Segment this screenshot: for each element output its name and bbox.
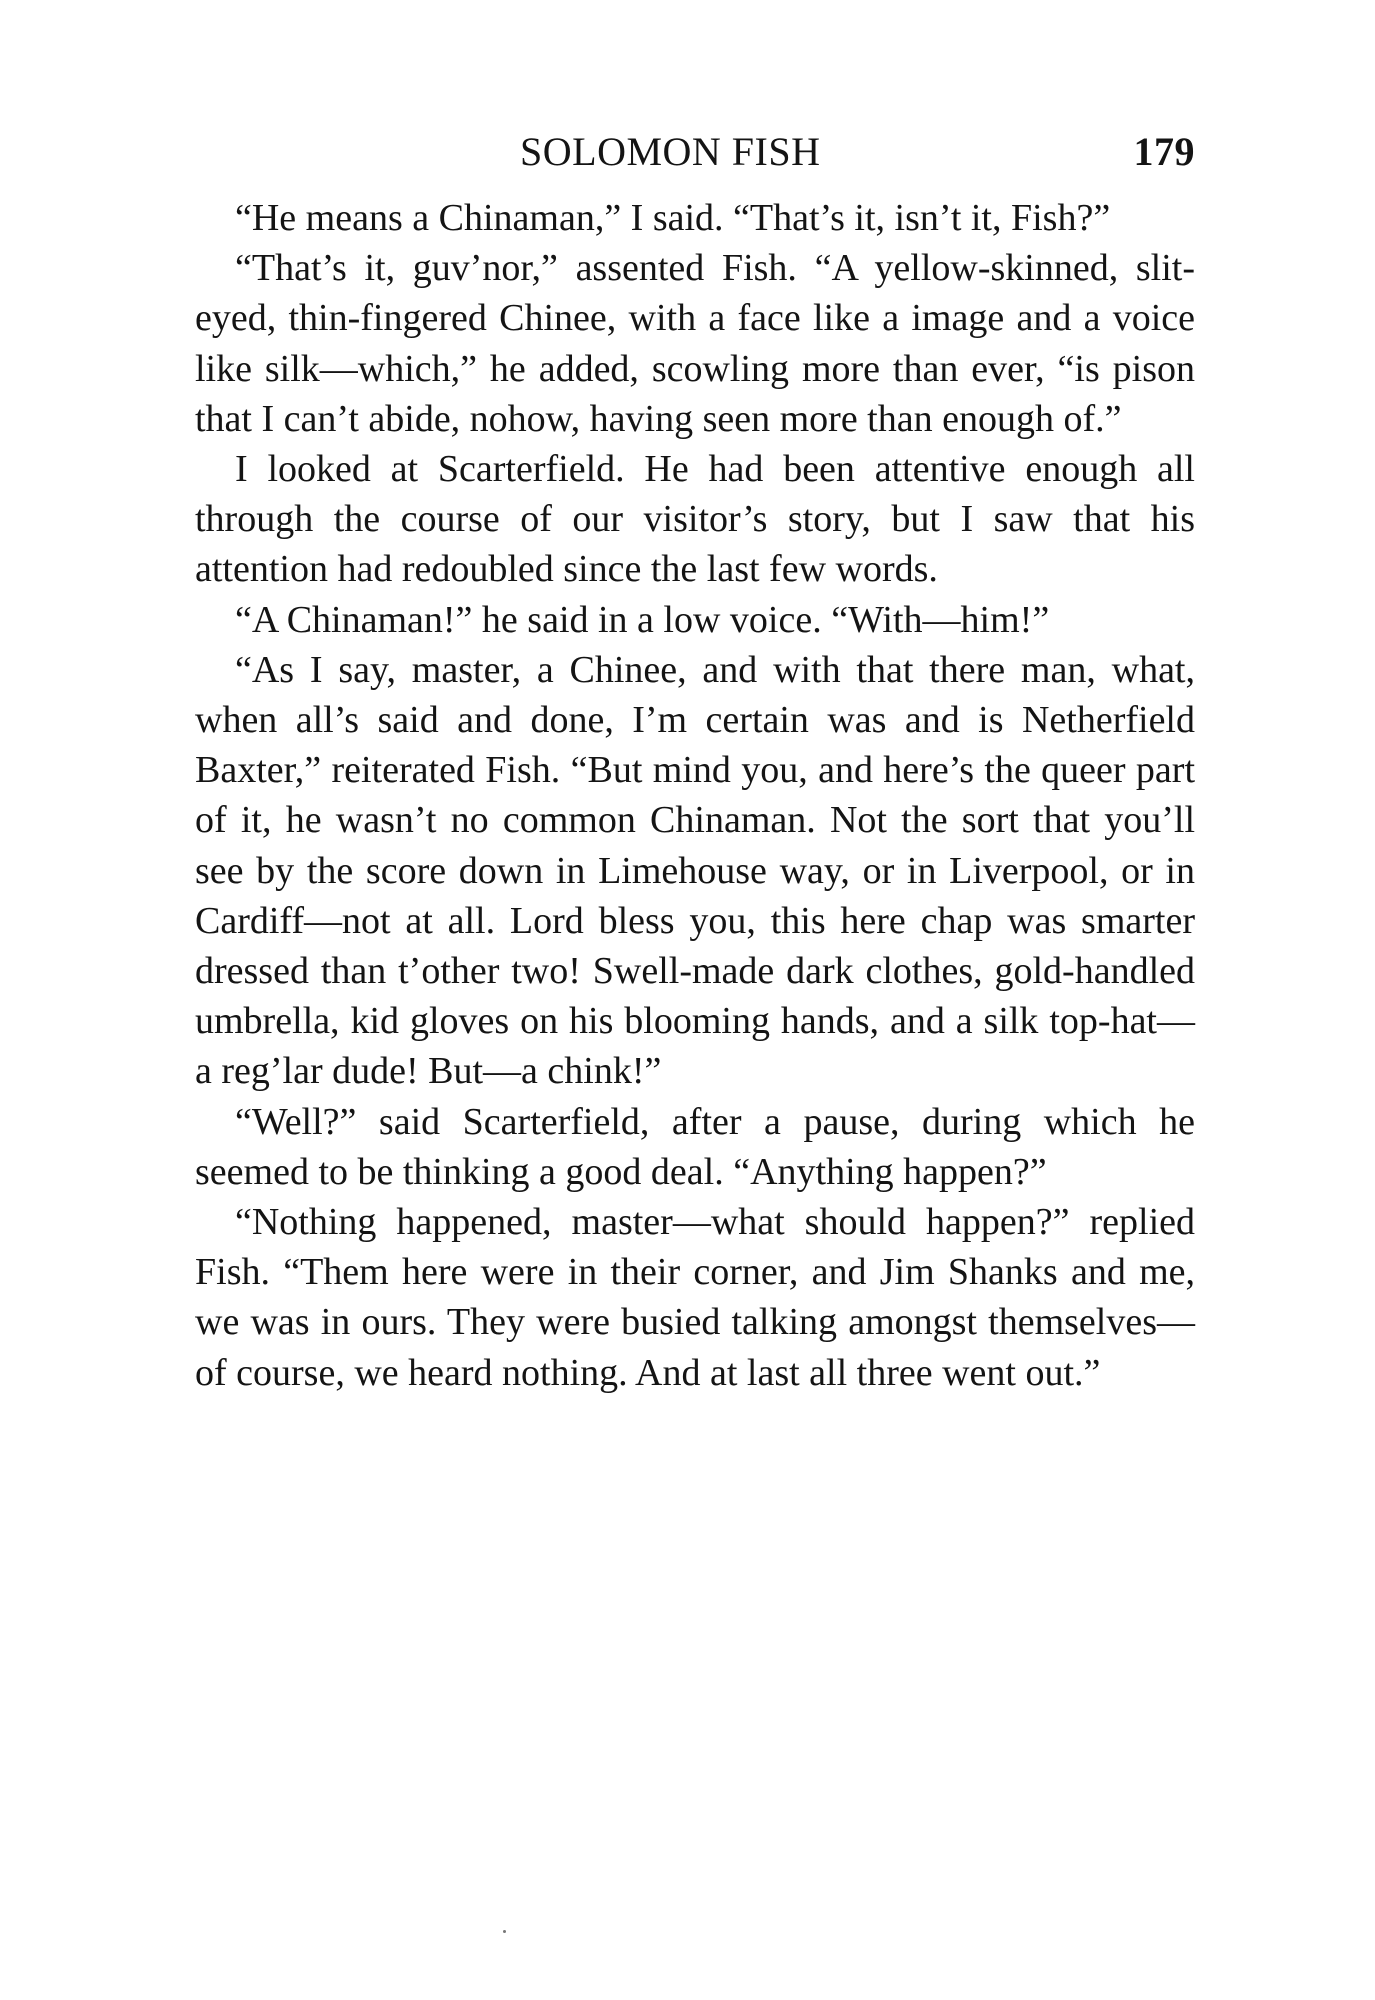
- running-title: SOLOMON FISH: [520, 129, 821, 174]
- paragraph-6: “Well?” said Scarterfield, after a pause, during which he seemed to be thinking a good deal. “Anything happen?”: [195, 1100, 1195, 1193]
- running-head: [195, 128, 1195, 178]
- paragraph-4: “A Chinaman!” he said in a low voice. “With—him!”: [235, 598, 1050, 641]
- paragraph-3: I looked at Scarterfield. He had been attentive enough all through the course of our visitor’s story, but I saw that his attention had redoubled since the last few words.: [195, 448, 1195, 591]
- stray-ink-mark: [503, 1930, 506, 1933]
- page-number: 179: [1133, 129, 1195, 174]
- paragraph-5: “As I say, master, a Chinee, and with that there man, what, when all’s said and done, I’m certain was and is Netherfield Baxter,” reiterated Fish. “But mind you, and here’s the queer part of it, he wasn’t no common Chinaman. Not the sort that you’ll see by the score down in Limehouse way, or in Liverpool, or in Cardiff—not at all. Lord bless you, this here chap was smarter dressed than t’other two! Swell-made dark clothes, gold-handled umbrella, kid gloves on his blooming hands, and a silk top-hat—a reg’lar dude! But—a chink!”: [195, 648, 1195, 1093]
- body-text: [195, 193, 1195, 1398]
- paragraph-7: “Nothing happened, master—what should happen?” replied Fish. “Them here were in their corner, and Jim Shanks and me, we was in ours. They were busied talking amongst themselves—of course, we heard nothing. And at last all three went out.”: [195, 1201, 1195, 1394]
- paragraph-1: “He means a Chinaman,” I said. “That’s it, isn’t it, Fish?”: [235, 197, 1111, 239]
- paragraph-2: “That’s it, guv’nor,” assented Fish. “A yellow-skinned, slit-eyed, thin-fingered Chinee, with a face like a image and a voice like silk—which,” he added, scowling more than ever, “is pison that I can’t abide, nohow, having seen more than enough of.”: [195, 247, 1195, 440]
